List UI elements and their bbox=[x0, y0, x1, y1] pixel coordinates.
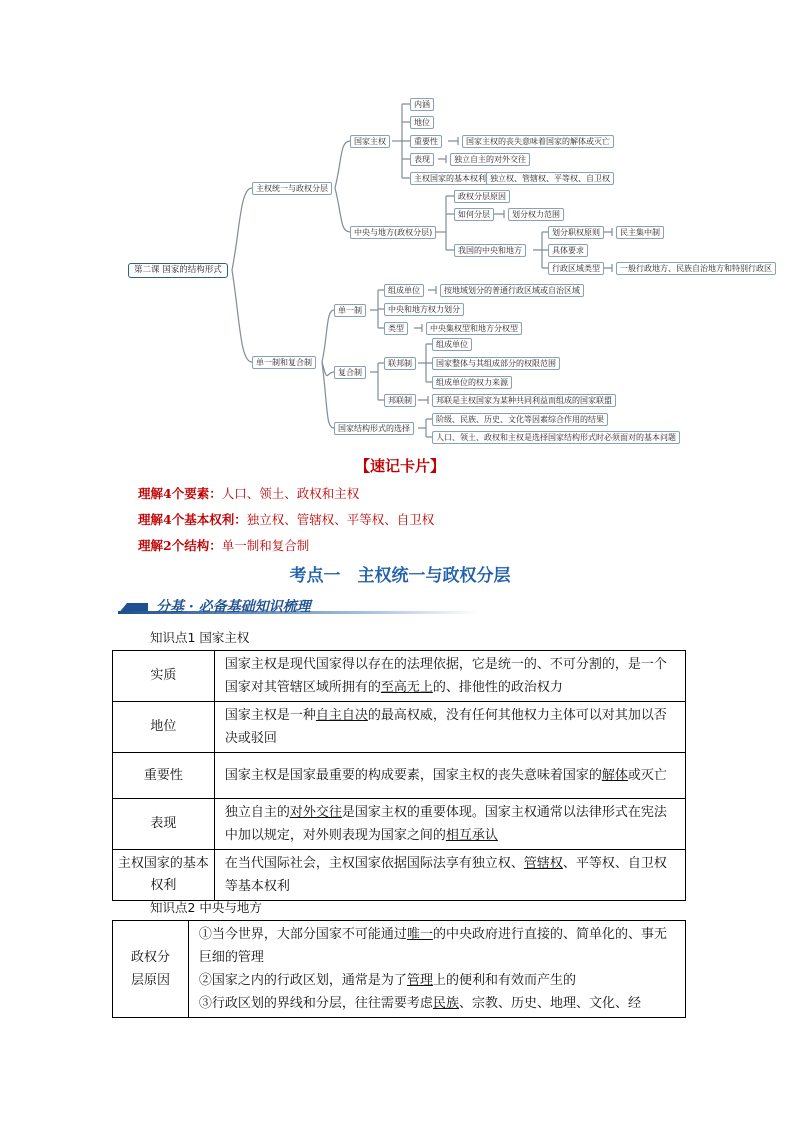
table-row bbox=[113, 850, 686, 901]
quick-card-text-3: 单一制和复合制 bbox=[221, 538, 310, 553]
mindmap-node-central-local: 中央与地方(政权分层) bbox=[350, 226, 436, 239]
mindmap-node-connotation: 内涵 bbox=[410, 98, 434, 111]
mindmap-node-unit: 组成单位 bbox=[384, 284, 424, 297]
kp1-key: 表现 bbox=[113, 799, 215, 850]
kp1-value: 在当代国际社会，主权国家依据国际法享有独立权、管辖权、平等权、自卫权等基本权利 bbox=[214, 850, 685, 901]
mindmap-node-confederal: 邦联制 bbox=[384, 394, 416, 407]
kp2-table bbox=[112, 920, 686, 1018]
mindmap-node-sovereignty: 国家主权 bbox=[350, 135, 390, 148]
mindmap-node-manifestation: 表现 bbox=[410, 153, 434, 166]
band-title: 分基 · 必备基础知识梳理 bbox=[156, 599, 311, 615]
mindmap-branch-structure: 单一制和复合制 bbox=[252, 356, 316, 369]
mindmap-node-reason: 政权分层原因 bbox=[454, 190, 510, 203]
mindmap-node-fed-relation: 国家整体与其组成部分的权限范围 bbox=[432, 357, 560, 370]
mindmap-node-choice: 国家结构形式的选择 bbox=[334, 422, 414, 435]
kp2-value bbox=[188, 921, 685, 1018]
mindmap-node-requirement: 具体要求 bbox=[548, 244, 588, 257]
kp1-value: 国家主权是国家最重要的构成要素，国家主权的丧失意味着国家的解体或灭亡 bbox=[214, 753, 685, 799]
mindmap-node-how-divide: 如何分层 bbox=[454, 208, 494, 221]
mindmap-node-fed-source: 组成单位的权力来源 bbox=[432, 376, 512, 389]
quick-card-label-3: 理解2个结构： bbox=[138, 538, 222, 553]
kp2-point-3: ③行政区划的界线和分层，往往需要考虑民族、宗教、历史、地理、文化、经 bbox=[198, 996, 641, 1011]
quick-card-label-2: 理解4个基本权利： bbox=[138, 512, 247, 527]
mindmap-node-china: 我国的中央和地方 bbox=[454, 244, 526, 257]
mindmap-root: 第二课 国家的结构形式 bbox=[128, 263, 228, 278]
section-band bbox=[118, 596, 478, 620]
quick-card-line-3 bbox=[138, 536, 309, 554]
table-row bbox=[113, 753, 686, 799]
mindmap-node-fed-unit: 组成单位 bbox=[432, 338, 472, 351]
mindmap-note-choice-1: 阶级、民族、历史、文化等因素综合作用的结果 bbox=[432, 413, 608, 426]
quick-card-label-1: 理解4个要素： bbox=[138, 486, 222, 501]
quick-card-line-1 bbox=[138, 484, 359, 502]
mindmap-node-basic-rights: 主权国家的基本权利 bbox=[410, 172, 490, 185]
kp1-value: 独立自主的对外交往是国家主权的重要体现。国家主权通常以法律形式在宪法中加以规定，对外则表现为国家之间的相互承认 bbox=[214, 799, 685, 850]
mindmap-node-federal: 联邦制 bbox=[384, 357, 416, 370]
mindmap-node-admin-type: 行政区域类型 bbox=[548, 262, 604, 275]
mindmap-node-unitary: 单一制 bbox=[334, 304, 366, 317]
mindmap-note-confederal: 邦联是主权国家为某种共同利益而组成的国家联盟 bbox=[432, 394, 616, 407]
mindmap-note-importance: 国家主权的丧失意味着国家的解体或灭亡 bbox=[462, 135, 614, 148]
kp1-value: 国家主权是现代国家得以存在的法理依据，它是统一的、不可分割的，是一个国家对其管辖区域所拥有的至高无上的、排他性的政治权力 bbox=[214, 651, 685, 702]
kp1-key: 主权国家的基本权利 bbox=[113, 850, 215, 901]
kp1-key: 地位 bbox=[113, 702, 215, 753]
table-row bbox=[113, 702, 686, 753]
quick-card-line-2 bbox=[138, 510, 434, 528]
mindmap-node-type: 类型 bbox=[384, 322, 408, 335]
quick-card-title: 【速记卡片】 bbox=[354, 457, 445, 475]
table-row bbox=[113, 921, 686, 1018]
kp2-point-1: ①当今世界，大部分国家不可能通过唯一的中央政府进行直接的、简单化的、事无巨细的管理 bbox=[198, 927, 667, 965]
mindmap-node-compound: 复合制 bbox=[334, 366, 366, 379]
mindmap-note-basic-rights: 独立权、管辖权、平等权、自卫权 bbox=[486, 172, 614, 185]
mindmap-note-unit: 按地域划分的普通行政区域或自治区域 bbox=[440, 284, 584, 297]
quick-card-text-1: 人口、领土、政权和主权 bbox=[221, 486, 360, 501]
kp1-heading: 知识点1 国家主权 bbox=[150, 630, 250, 645]
kp1-key: 重要性 bbox=[113, 753, 215, 799]
mindmap-node-position: 地位 bbox=[410, 116, 434, 129]
mindmap-note-manifestation: 独立自主的对外交往 bbox=[450, 153, 530, 166]
mindmap-node-power-division: 中央和地方权力划分 bbox=[384, 303, 464, 316]
kp2-heading: 知识点2 中央与地方 bbox=[150, 900, 262, 915]
mindmap-note-principle: 民主集中制 bbox=[616, 226, 664, 239]
kp1-key: 实质 bbox=[113, 651, 215, 702]
mindmap-branch-sovereignty: 主权统一与政权分层 bbox=[252, 182, 332, 195]
table-row bbox=[113, 799, 686, 850]
mindmap-note-how-divide: 划分权力范围 bbox=[508, 208, 564, 221]
kp2-key: 政权分层原因 bbox=[113, 921, 189, 1018]
kp2-point-2: ②国家之内的行政区划，通常是为了管理上的便利和有效而产生的 bbox=[198, 973, 576, 988]
section-title: 考点一 主权统一与政权分层 bbox=[289, 566, 511, 586]
quick-card-text-2: 独立权、管辖权、平等权、自卫权 bbox=[246, 512, 435, 527]
kp1-value: 国家主权是一种自主自决的最高权威，没有任何其他权力主体可以对其加以否决或驳回 bbox=[214, 702, 685, 753]
mindmap-note-admin-type: 一般行政地方、民族自治地方和特别行政区 bbox=[616, 262, 776, 275]
mind-map-lines bbox=[0, 0, 800, 450]
mindmap-node-principle: 划分职权原则 bbox=[548, 226, 604, 239]
mindmap-note-type: 中央集权型和地方分权型 bbox=[426, 322, 522, 335]
kp1-table bbox=[112, 650, 686, 901]
mind-map bbox=[0, 0, 800, 450]
table-row bbox=[113, 651, 686, 702]
mindmap-note-choice-2: 人口、领土、政权和主权是选择国家结构形式时必须面对的基本问题 bbox=[432, 431, 680, 444]
mindmap-node-importance: 重要性 bbox=[410, 135, 442, 148]
